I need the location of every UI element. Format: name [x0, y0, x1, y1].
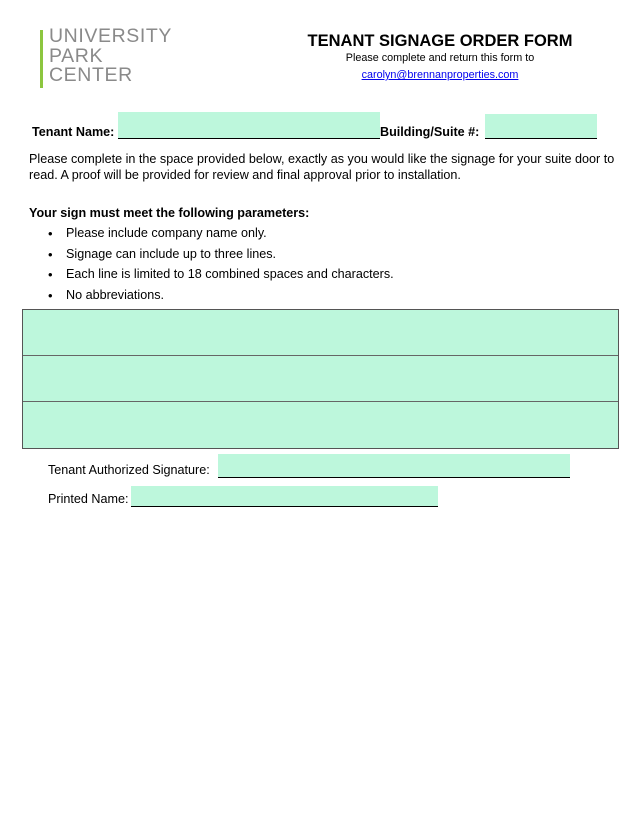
logo-line-2: PARK	[49, 44, 104, 67]
signature-field[interactable]	[218, 454, 570, 478]
tenant-name-field[interactable]	[118, 112, 380, 139]
parameters-heading: Your sign must meet the following parameters:	[29, 206, 310, 220]
form-header	[290, 31, 590, 83]
form-subtitle: Please complete and return this form to	[345, 52, 535, 64]
logo-text	[49, 27, 209, 86]
sign-line-3-input[interactable]	[23, 402, 618, 448]
logo-accent-bar	[40, 30, 43, 88]
suite-field[interactable]	[485, 114, 597, 139]
signature-label: Tenant Authorized Signature:	[48, 463, 210, 477]
sign-line-2-input[interactable]	[23, 356, 618, 402]
printed-name-field[interactable]	[131, 486, 438, 507]
parameter-item: • Each line is limited to 18 combined spaces and characters.	[48, 267, 394, 288]
logo-line-3: CENTER	[49, 64, 133, 86]
parameter-item: • Please include company name only.	[48, 226, 394, 247]
sign-line-1-input[interactable]	[23, 310, 618, 356]
form-title: TENANT SIGNAGE ORDER FORM	[307, 32, 573, 50]
instructions-text: Please complete in the space provided below, exactly as you would like the signage for your suite door to read. A proof will be provided for review and final approval prior to installation.	[29, 152, 615, 182]
parameters-list	[48, 226, 394, 308]
tenant-name-label: Tenant Name:	[32, 125, 115, 139]
parameter-item: • Signage can include up to three lines.	[48, 247, 394, 268]
printed-name-label: Printed Name:	[48, 492, 129, 506]
parameter-item: • No abbreviations.	[48, 288, 394, 309]
contact-email-link[interactable]: carolyn@brennanproperties.com	[361, 69, 519, 81]
logo-line-1: UNIVERSITY	[49, 25, 173, 47]
suite-label: Building/Suite #:	[380, 125, 480, 139]
sign-text-box	[22, 309, 619, 449]
